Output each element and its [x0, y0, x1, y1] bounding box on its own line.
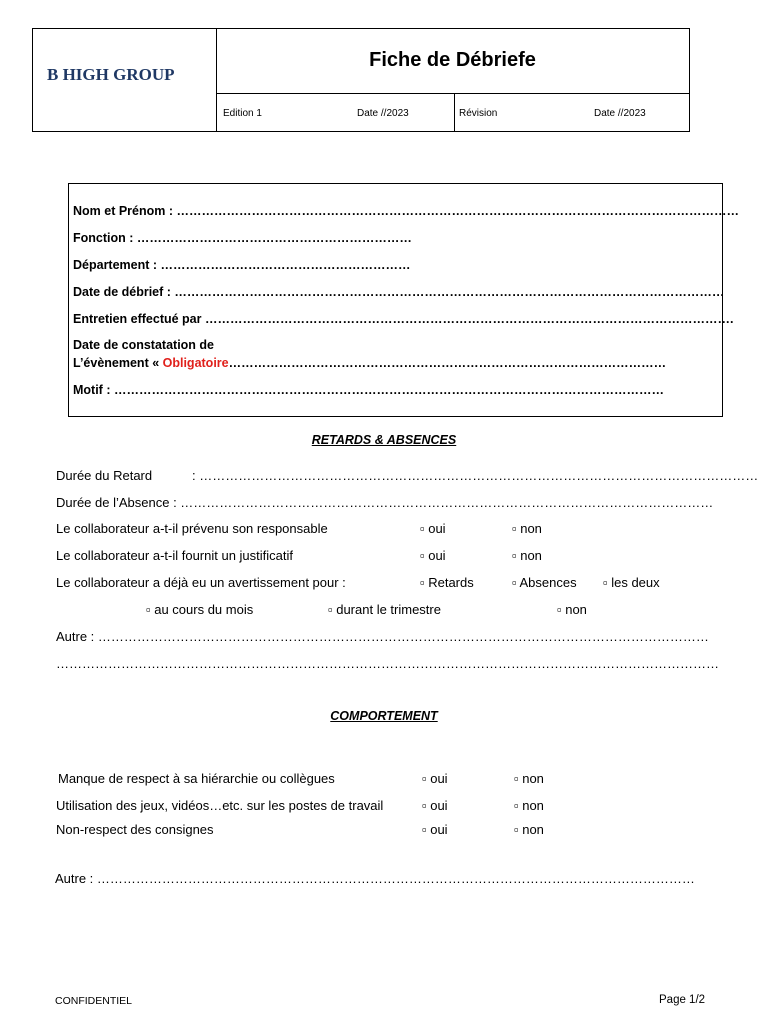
header-table	[32, 28, 690, 132]
prevenu-non-checkbox[interactable]: ▫ non	[512, 521, 542, 536]
jeux-non-checkbox[interactable]: ▫ non	[514, 798, 544, 813]
consignes-oui-checkbox[interactable]: ▫ oui	[422, 822, 448, 837]
respect-oui-checkbox[interactable]: ▫ oui	[422, 771, 448, 786]
duree-retard-input[interactable]: : …………………………………………………………………………………………………………………	[192, 468, 759, 483]
periode-non-checkbox[interactable]: ▫ non	[557, 602, 587, 617]
constatation-dots: ……………………………………………………………………………………………	[228, 356, 667, 370]
retards-autre-input[interactable]: Autre : ……………………………………………………………………………………………………………………………	[56, 629, 709, 644]
section-title-comportement: COMPORTEMENT	[330, 709, 438, 723]
avertissement-absences-checkbox[interactable]: ▫ Absences	[512, 575, 577, 590]
revision-label: Révision	[459, 108, 498, 119]
avertissement-retards-checkbox[interactable]: ▫ Retards	[420, 575, 474, 590]
periode-mois-checkbox[interactable]: ▫ au cours du mois	[146, 602, 254, 617]
question-prevenu: Le collaborateur a-t-il prévenu son responsable	[56, 521, 328, 536]
field-motif[interactable]: Motif : ……………………………………………………………………………………………………………………	[73, 383, 664, 397]
avertissement-deux-checkbox[interactable]: ▫ les deux	[603, 575, 660, 590]
field-nom[interactable]: Nom et Prénom : ………………………………………………………………………………………………………………………	[73, 204, 739, 218]
respect-non-checkbox[interactable]: ▫ non	[514, 771, 544, 786]
field-constatation-label: Date de constatation de	[73, 338, 214, 352]
page-title: Fiche de Débriefe	[369, 49, 536, 71]
question-justificatif: Le collaborateur a-t-il fournit un justificatif	[56, 548, 294, 563]
company-logo: B HIGH GROUP	[47, 65, 175, 84]
revision-date: Date //2023	[594, 108, 646, 119]
edition-date: Date //2023	[357, 108, 409, 119]
header-divider	[454, 93, 455, 131]
field-constatation[interactable]	[73, 356, 666, 370]
question-respect: Manque de respect à sa hiérarchie ou collègues	[58, 771, 335, 786]
footer-page-number: Page 1/2	[659, 994, 706, 1006]
consignes-non-checkbox[interactable]: ▫ non	[514, 822, 544, 837]
comportement-autre-input[interactable]: Autre : …………………………………………………………………………………………………………………………	[55, 871, 695, 886]
periode-trimestre-checkbox[interactable]: ▫ durant le trimestre	[328, 602, 441, 617]
field-date-debrief[interactable]: Date de débrief : ……………………………………………………………………………………………………………………	[73, 285, 725, 299]
constatation-prefix: L’évènement «	[73, 356, 163, 370]
field-departement[interactable]: Département : ……………………………………………………	[73, 258, 411, 272]
jeux-oui-checkbox[interactable]: ▫ oui	[422, 798, 448, 813]
footer-confidential: CONFIDENTIEL	[55, 995, 133, 1007]
field-fonction[interactable]: Fonction : …………………………………………………………	[73, 231, 412, 245]
title-cell	[216, 29, 689, 94]
identity-box	[68, 183, 739, 417]
question-consignes: Non-respect des consignes	[56, 822, 214, 837]
edition-label: Edition 1	[223, 108, 262, 119]
question-avertissement: Le collaborateur a déjà eu un avertissement pour :	[56, 575, 346, 590]
section-title-retards: RETARDS & ABSENCES	[311, 433, 457, 447]
retards-autre-continuation[interactable]: ………………………………………………………………………………………………………………………………………	[56, 656, 719, 671]
justificatif-non-checkbox[interactable]: ▫ non	[512, 548, 542, 563]
field-entretien[interactable]: Entretien effectué par ……………………………………………………………………………………………………………….	[73, 312, 734, 326]
obligatoire-label: Obligatoire	[162, 356, 229, 370]
justificatif-oui-checkbox[interactable]: ▫ oui	[420, 548, 446, 563]
duree-retard-label: Durée du Retard	[56, 468, 153, 483]
question-jeux: Utilisation des jeux, vidéos…etc. sur les postes de travail	[56, 798, 384, 813]
prevenu-oui-checkbox[interactable]: ▫ oui	[420, 521, 446, 536]
duree-absence-input[interactable]: Durée de l’Absence : ……………………………………………………………………………………………………………	[56, 495, 714, 510]
logo-cell	[33, 29, 217, 131]
